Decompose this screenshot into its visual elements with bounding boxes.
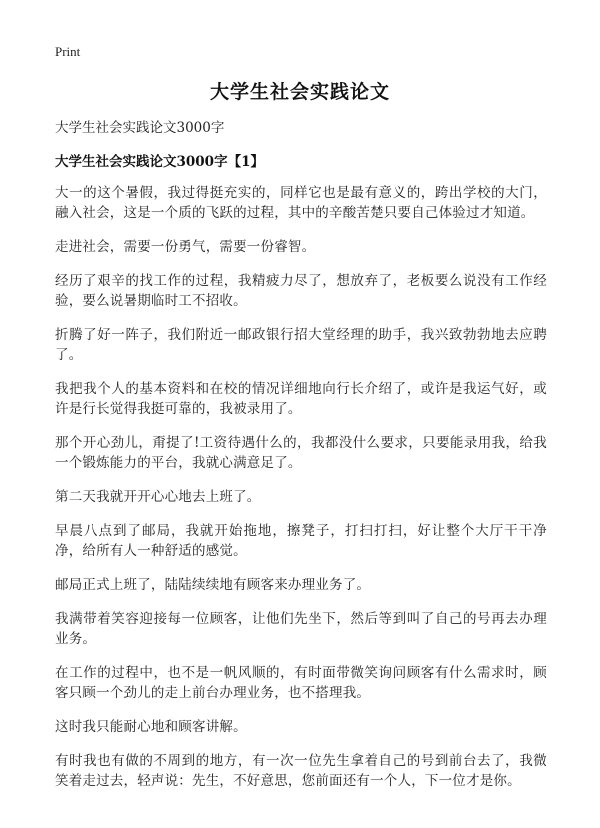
- paragraph: 这时我只能耐心地和顾客讲解。: [55, 719, 247, 735]
- paragraph: 有时我也有做的不周到的地方，有一次一位先生拿着自己的号到前台去了，我微笑着走过去，轻声说：先生，不好意思，您前面还有一个人，下一位才是你。: [55, 753, 547, 789]
- page-title: 大学生社会实践论文: [209, 81, 390, 103]
- document-body: [55, 118, 547, 805]
- paragraph: 大一的这个暑假，我过得挺充实的，同样它也是最有意义的，跨出学校的大门，融入社会，这是一个质的飞跃的过程，其中的辛酸苦楚只要自己体验过才知道。: [55, 185, 547, 221]
- paragraph: 邮局正式上班了，陆陆续续地有顾客来办理业务了。: [55, 577, 371, 593]
- paragraph: 我满带着笑容迎接每一位顾客，让他们先坐下，然后等到叫了自己的号再去办理业务。: [55, 611, 547, 647]
- paragraph: 经历了艰辛的找工作的过程，我精疲力尽了，想放弃了，老板要么说没有工作经验，要么说暑期临时工不招收。: [55, 273, 547, 309]
- document-subtitle: 大学生社会实践论文3000字: [55, 120, 225, 136]
- paragraph: 早晨八点到了邮局，我就开始拖地，擦凳子，打扫打扫，好让整个大厅干干净净，给所有人一种舒适的感觉。: [55, 523, 547, 559]
- paragraph: 走进社会，需要一份勇气，需要一份睿智。: [55, 239, 316, 255]
- section-heading: 大学生社会实践论文3000字【1】: [55, 154, 264, 170]
- paragraph: 第二天我就开开心心地去上班了。: [55, 489, 261, 505]
- print-link[interactable]: Print: [55, 44, 81, 59]
- paragraph: 折腾了好一阵子，我们附近一邮政银行招大堂经理的助手，我兴致勃勃地去应聘了。: [55, 327, 547, 363]
- paragraph: 在工作的过程中，也不是一帆风顺的，有时面带微笑询问顾客有什么需求时，顾客只顾一个劲儿的走上前台办理业务，也不搭理我。: [55, 665, 547, 701]
- paragraph: 那个开心劲儿，甭提了!工资待遇什么的，我都没什么要求，只要能录用我，给我一个锻炼能力的平台，我就心满意足了。: [55, 435, 547, 471]
- paragraph: 我把我个人的基本资料和在校的情况详细地向行长介绍了，或许是我运气好，或许是行长觉得我挺可靠的，我被录用了。: [55, 381, 547, 417]
